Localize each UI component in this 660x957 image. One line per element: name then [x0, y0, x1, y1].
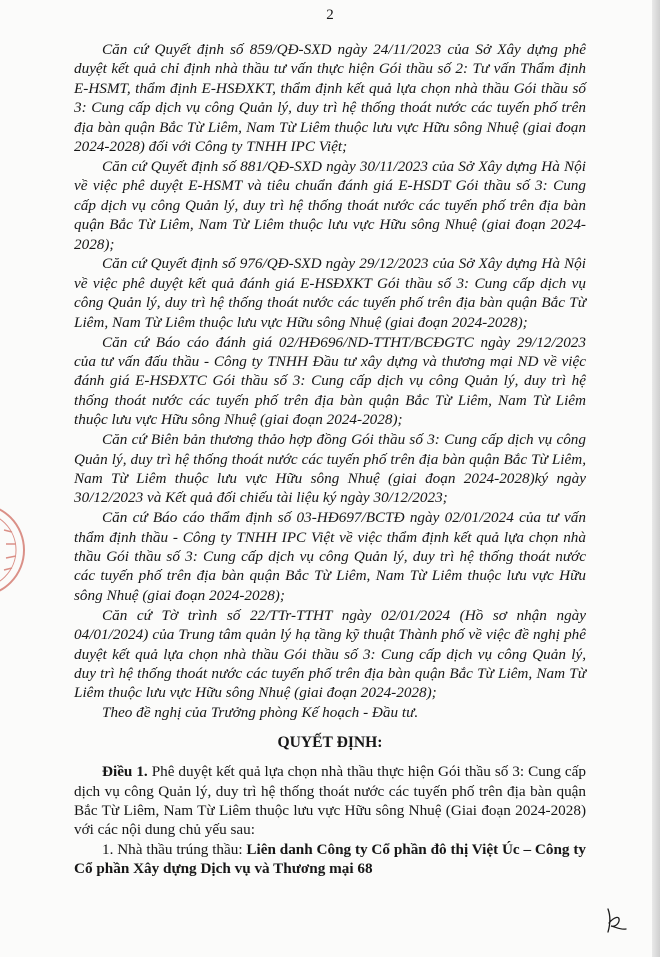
winning-bidder-prefix: 1. Nhà thầu trúng thầu:: [102, 840, 247, 858]
legal-basis-paragraph: Căn cứ Báo cáo đánh giá 02/HĐ696/ND-TTHT/BCĐGTC ngày 29/12/2023 của tư vấn đấu thầu - Công ty TNHH Đầu tư xây dựng và thương mại ND về việc đánh giá E-HSĐXTC Gói thầu số 3: Cung cấp dịch vụ công Quản lý, duy trì hệ thống thoát nước các tuyến phố trên địa bàn quận Bắc Từ Liêm, Nam Từ Liêm thuộc lưu vực Hữu sông Nhuệ (giai đoạn 2024-2028);: [74, 333, 586, 429]
winning-bidder-item: [74, 840, 586, 879]
article-1-label: Điều 1.: [102, 763, 148, 781]
handwritten-initials-icon: [602, 905, 632, 935]
decision-heading: QUYẾT ĐỊNH:: [277, 733, 383, 751]
page-number: 2: [326, 7, 334, 23]
proposal-paragraph: Theo đề nghị của Trưởng phòng Kế hoạch - Đầu tư.: [102, 704, 419, 722]
document-body: [74, 40, 586, 879]
legal-basis-paragraph: Căn cứ Quyết định số 881/QĐ-SXD ngày 30/11/2023 của Sở Xây dựng Hà Nội về việc phê duyệt E-HSMT và tiêu chuẩn đánh giá E-HSDT Gói thầu số 3: Cung cấp dịch vụ công Quản lý, duy trì hệ thống thoát nước các tuyến phố trên địa bàn quận Bắc Từ Liêm, Nam Từ Liêm thuộc lưu vực Hữu sông Nhuệ (giai đoạn 2024-2028);: [74, 157, 586, 253]
legal-basis-paragraph: Căn cứ Quyết định số 976/QĐ-SXD ngày 29/12/2023 của Sở Xây dựng Hà Nội về việc phê duyệt kết quả đánh giá E-HSĐXKT Gói thầu số 3: Cung cấp dịch vụ công Quản lý, duy trì hệ thống thoát nước các tuyến phố trên địa bàn quận Bắc Từ Liêm, Nam Từ Liêm thuộc lưu vực Hữu sông Nhuệ (giai đoạn 2024-2028);: [74, 255, 586, 331]
legal-basis-paragraph: Căn cứ Quyết định số 859/QĐ-SXD ngày 24/11/2023 của Sở Xây dựng phê duyệt kết quả chỉ định nhà thầu tư vấn thực hiện Gói thầu số 2: Tư vấn Thẩm định E-HSMT, thẩm định E-HSĐXKT, thẩm định kết quả lựa chọn nhà thầu Gói thầu số 3: Cung cấp dịch vụ công Quản lý, duy trì hệ thống thoát nước các tuyến phố trên địa bàn quận Bắc Từ Liêm, Nam Từ Liêm thuộc lưu vực Hữu sông Nhuệ (giai đoạn 2024-2028) đối với Công ty TNHH IPC Việt;: [74, 41, 586, 156]
seal-stamp-fragment-icon: [0, 500, 32, 600]
article-1: [74, 762, 586, 840]
winning-bidder-name: Liên danh Công ty Cổ phần đô thị Việt Úc – Công ty Cổ phần Xây dựng Dịch vụ và Thương mại 68: [74, 840, 586, 878]
legal-basis-paragraph: Căn cứ Biên bản thương thảo hợp đồng Gói thầu số 3: Cung cấp dịch vụ công Quản lý, duy trì hệ thống thoát nước các tuyến phố trên địa bàn quận Bắc Từ Liêm, Nam Từ Liêm thuộc lưu vực Hữu sông Nhuệ (giai đoạn 2024-2028)ký ngày 30/12/2023 và Kết quả đối chiếu tài liệu ký ngày 30/12/2023;: [74, 431, 586, 507]
scan-edge-shadow: [652, 0, 660, 957]
article-1-text: Phê duyệt kết quả lựa chọn nhà thầu thực hiện Gói thầu số 3: Cung cấp dịch vụ công Quản lý, duy trì hệ thống thoát nước các tuyến phố trên địa bàn quận Bắc Từ Liêm, Nam Từ Liêm thuộc lưu vực Hữu sông Nhuệ (Giai đoạn 2024-2028) với các nội dung chủ yếu sau:: [74, 763, 587, 839]
legal-basis-paragraph: Căn cứ Tờ trình số 22/TTr-TTHT ngày 02/01/2024 (Hồ sơ nhận ngày 04/01/2024) của Trung tâm quản lý hạ tầng kỹ thuật Thành phố về việc đề nghị phê duyệt kết quả lựa chọn nhà thầu Gói thầu số 3: Cung cấp dịch vụ công Quản lý, duy trì hệ thống thoát nước các tuyến phố trên địa bàn quận Bắc Từ Liêm, Nam Từ Liêm thuộc lưu vực Hữu sông Nhuệ (giai đoạn 2024-2028);: [74, 606, 586, 702]
legal-basis-paragraph: Căn cứ Báo cáo thẩm định số 03-HĐ697/BCTĐ ngày 02/01/2024 của tư vấn thẩm định thầu - Công ty TNHH IPC Việt về việc thẩm định kết quả lựa chọn nhà thầu Gói thầu số 3: Cung cấp dịch vụ công Quản lý, duy trì hệ thống thoát nước các tuyến phố trên địa bàn quận Bắc Từ Liêm, Nam Từ Liêm thuộc lưu vực Hữu sông Nhuệ (giai đoạn 2024-2028);: [74, 509, 586, 604]
